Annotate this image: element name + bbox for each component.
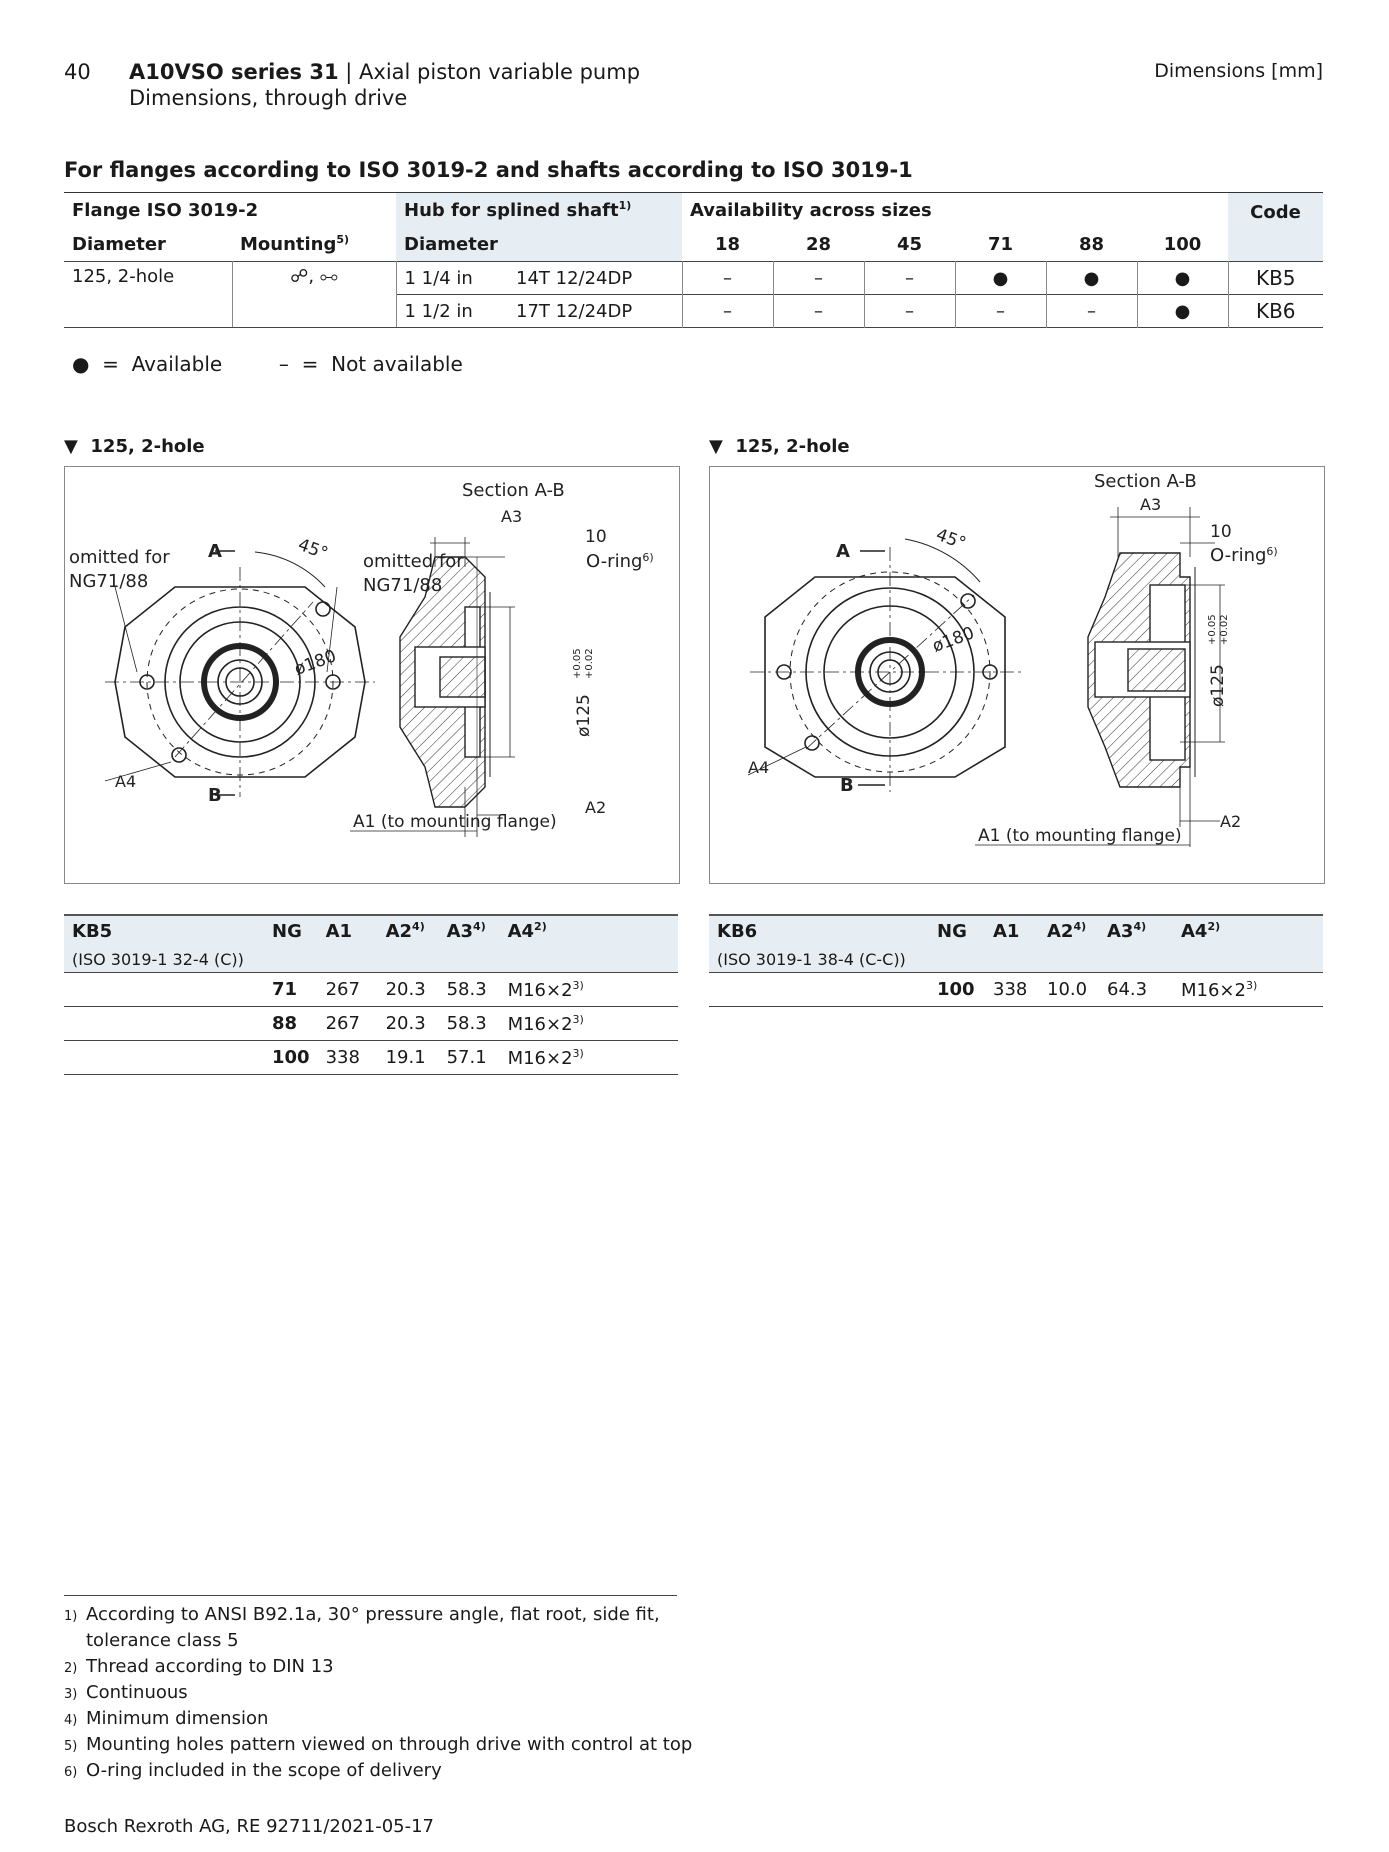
dim-a3: A3 xyxy=(1140,495,1162,514)
hub-size: 1 1/4 in xyxy=(396,262,508,295)
tolerance-lower: +0.02 xyxy=(584,648,595,679)
table-row: 100 338 10.0 64.3 $M16\times 2^{3)}$ xyxy=(709,973,1323,1007)
table-standard: (ISO 3019-1 38-4 (C-C)) xyxy=(709,946,929,973)
triangle-down-icon: ▼ xyxy=(709,436,723,457)
availability-cell: ● xyxy=(1046,262,1137,295)
mounting-header: Mounting$^{5)}$ xyxy=(232,227,396,262)
table-code: KB5 xyxy=(64,915,264,946)
oring-label: O-ring$^{6)}$ xyxy=(1210,545,1278,566)
section-mark-b: B xyxy=(840,775,854,796)
dim-a1: A1 (to mounting flange) xyxy=(353,812,557,832)
dim-ten: 10 xyxy=(585,527,607,547)
drawing-left xyxy=(64,466,680,884)
column-header: NG xyxy=(264,915,318,946)
section-mark-a: A xyxy=(208,541,222,562)
section-heading: For flanges according to ISO 3019-2 and shafts according to ISO 3019-1 xyxy=(64,158,913,182)
units-label: Dimensions [mm] xyxy=(1154,60,1323,82)
column-header: A4$^{2)}$ xyxy=(500,915,678,946)
availability-cell: ● xyxy=(1137,295,1228,328)
size-header: 88 xyxy=(1046,227,1137,262)
hub-size: 1 1/2 in xyxy=(396,295,508,328)
figure-label-right: ▼ 125, 2-hole xyxy=(709,436,850,457)
dim-a1: A1 (to mounting flange) xyxy=(978,826,1182,846)
availability-header: Availability across sizes xyxy=(682,193,1228,227)
flange-drawing-right xyxy=(710,467,1324,883)
availability-table xyxy=(64,193,1323,328)
footnote: 2) Thread according to DIN 13 xyxy=(64,1656,334,1677)
availability-cell: – xyxy=(773,295,864,328)
tolerance-upper: +0.05 xyxy=(572,648,583,679)
availability-cell: – xyxy=(773,262,864,295)
dim-a2: A2 xyxy=(1220,812,1242,831)
hub-header: Hub for splined shaft$^{1)}$ xyxy=(396,193,682,227)
size-header: 45 xyxy=(864,227,955,262)
availability-cell: – xyxy=(955,295,1046,328)
dia180-label: ø180 xyxy=(929,623,977,657)
availability-cell: – xyxy=(1046,295,1137,328)
section-view xyxy=(975,507,1225,847)
availability-cell: – xyxy=(682,262,773,295)
column-header: A3$^{4)}$ xyxy=(1099,915,1173,946)
flange-drawing-left xyxy=(65,467,679,883)
not-available-text: Not available xyxy=(331,352,463,376)
dia125-label: ø125 xyxy=(1208,664,1228,707)
availability-legend xyxy=(72,352,463,376)
footnote: 1) According to ANSI B92.1a, 30° pressure angle, flat root, side fit, xyxy=(64,1604,660,1625)
product-name: A10VSO series 31 xyxy=(129,60,339,84)
available-equals: = xyxy=(102,352,119,376)
hub-diameter-header: Diameter xyxy=(396,227,682,262)
footnote-continuation: tolerance class 5 xyxy=(86,1630,239,1651)
size-header: 28 xyxy=(773,227,864,262)
availability-cell: – xyxy=(864,295,955,328)
flange-header: Flange ISO 3019-2 xyxy=(64,193,396,227)
section-label: Section A-B xyxy=(462,480,565,501)
drawing-right xyxy=(709,466,1325,884)
column-header: A1 xyxy=(985,915,1039,946)
omitted-note: NG71/88 xyxy=(69,571,149,592)
section-mark-b: B xyxy=(208,785,222,806)
table-standard: (ISO 3019-1 32-4 (C)) xyxy=(64,946,264,973)
page-number: 40 xyxy=(64,60,91,84)
section-mark-a: A xyxy=(836,541,850,562)
availability-cell: ● xyxy=(1137,262,1228,295)
size-header: 71 xyxy=(955,227,1046,262)
available-symbol: ● xyxy=(72,352,90,376)
table-row: 71 267 20.3 58.3 $M16\times 2^{3)}$ xyxy=(64,973,678,1007)
page-footer: Bosch Rexroth AG, RE 92711/2021-05-17 xyxy=(64,1816,435,1837)
omitted-note: NG71/88 xyxy=(363,575,443,596)
page-subtitle: Dimensions, through drive xyxy=(129,86,408,110)
omitted-note: omitted for xyxy=(363,551,464,572)
kb5-dimension-table xyxy=(64,914,678,1075)
footnote: 6) O-ring included in the scope of delivery xyxy=(64,1760,442,1781)
spline-spec: 17T 12/24DP xyxy=(516,300,633,322)
oring-label: O-ring$^{6)}$ xyxy=(586,551,654,572)
availability-cell: – xyxy=(682,295,773,328)
footnote: 4) Minimum dimension xyxy=(64,1708,269,1729)
dim-a4: A4 xyxy=(748,758,770,777)
footnote: 3) Continuous xyxy=(64,1682,188,1703)
column-header: A4$^{2)}$ xyxy=(1173,915,1323,946)
kb6-dimension-table xyxy=(709,914,1323,1007)
section-label: Section A-B xyxy=(1094,471,1197,492)
triangle-down-icon: ▼ xyxy=(64,436,78,457)
title-separator: | xyxy=(338,60,360,84)
dim-a2: A2 xyxy=(585,798,607,817)
omitted-note: omitted for xyxy=(69,547,170,568)
spline-spec: 14T 12/24DP xyxy=(516,267,633,289)
figure-label-left: ▼ 125, 2-hole xyxy=(64,436,205,457)
page-title xyxy=(129,60,640,84)
angle-label: 45° xyxy=(295,534,331,565)
table-code: KB6 xyxy=(709,915,929,946)
code-header: Code xyxy=(1228,193,1323,262)
not-available-symbol: – xyxy=(278,352,289,376)
table-row: 100 338 19.1 57.1 $M16\times 2^{3)}$ xyxy=(64,1041,678,1075)
product-description: Axial piston variable pump xyxy=(359,60,641,84)
front-view xyxy=(748,539,1025,792)
column-header: A2$^{4)}$ xyxy=(378,915,439,946)
footnote-rule xyxy=(64,1595,677,1596)
availability-cell: – xyxy=(864,262,955,295)
table-row: 88 267 20.3 58.3 $M16\times 2^{3)}$ xyxy=(64,1007,678,1041)
angle-label: 45° xyxy=(933,524,969,555)
not-available-equals: = xyxy=(301,352,319,376)
available-text: Available xyxy=(131,352,223,376)
dim-a4: A4 xyxy=(115,772,137,791)
mounting-symbols: ☍, ⧟ xyxy=(232,262,396,328)
tolerance-upper: +0.05 xyxy=(1207,614,1218,645)
size-header: 100 xyxy=(1137,227,1228,262)
column-header: A2$^{4)}$ xyxy=(1039,915,1099,946)
code-cell: KB5 xyxy=(1228,262,1323,295)
code-cell: KB6 xyxy=(1228,295,1323,328)
column-header: A1 xyxy=(318,915,378,946)
flange-diameter: 125, 2-hole xyxy=(64,262,232,328)
footnote: 5) Mounting holes pattern viewed on through drive with control at top xyxy=(64,1734,693,1755)
dim-ten: 10 xyxy=(1210,522,1232,542)
tolerance-lower: +0.02 xyxy=(1219,614,1230,645)
size-header: 18 xyxy=(682,227,773,262)
diameter-header: Diameter xyxy=(64,227,232,262)
dia180-label: ø180 xyxy=(291,646,339,680)
dim-a3: A3 xyxy=(501,507,523,526)
dia125-label: ø125 xyxy=(574,694,594,737)
column-header: NG xyxy=(929,915,985,946)
availability-cell: ● xyxy=(955,262,1046,295)
column-header: A3$^{4)}$ xyxy=(439,915,500,946)
